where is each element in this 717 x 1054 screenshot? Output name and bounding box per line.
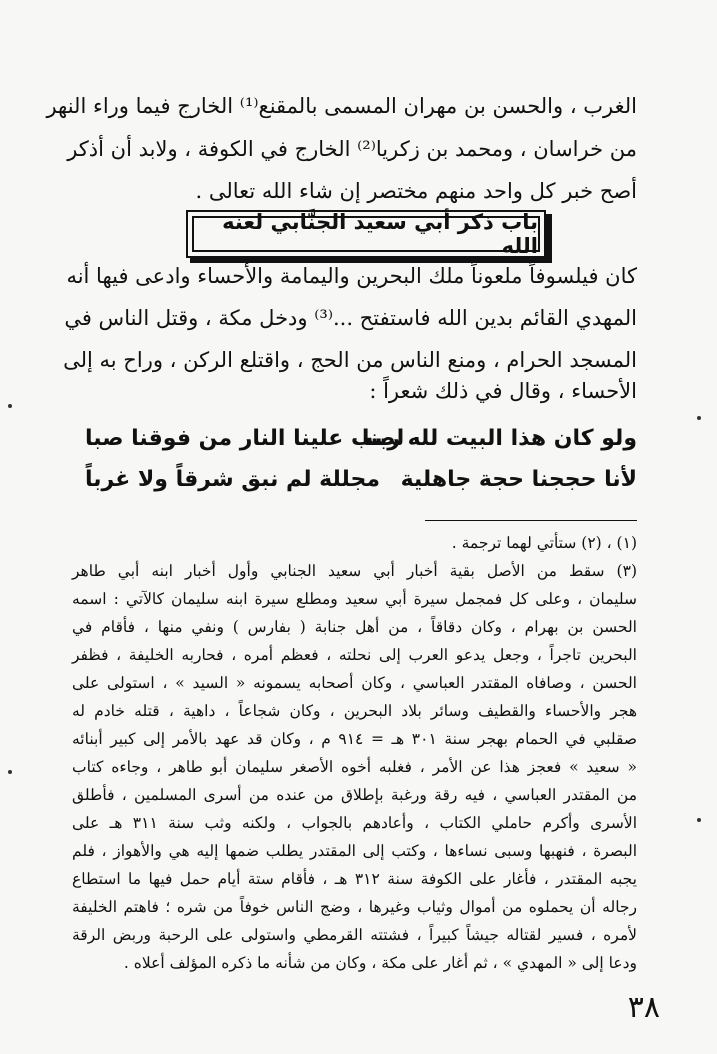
- footnote-line: البحرين تاجراً ، وجعل يدعو العرب إلى نحلته ، فعظم أمره ، فحاربه الخليفة ، فظفر: [72, 646, 637, 664]
- footnote-line: من المقتدر العباسي ، فيه رقة ورغبة بإطلاق من عنده من أسرى المسلمين ، فأطلق: [72, 786, 637, 804]
- section-line: المهدي القائم بدين الله فاستفتح ...⁽³⁾ ودخل مكة ، وقتل الناس في: [64, 306, 637, 330]
- intro-line: الغرب ، والحسن بن مهران المسمى بالمقنع⁽¹⁾ الخارج فيما وراء النهر: [46, 94, 637, 118]
- margin-speck: [697, 818, 701, 822]
- footnote-line: الحسن بن بهرام ، وكان دقاقاً ، من أهل جنابة ( بفارس ) ونفي منها ، فأقام في: [72, 618, 637, 636]
- footnote-line: سليمان ، وعلى كل فمجمل سيرة أبي سعيد ومطلع سيرة ابنه سليمان كالآتي : اسمه: [72, 590, 637, 608]
- intro-line: من خراسان ، ومحمد بن زكريا⁽²⁾ الخارج في الكوفة ، ولابد أن أذكر: [67, 137, 637, 161]
- poem-line-1-first-hemistich: ولو كان هذا البيت لله ربنا: [361, 426, 637, 451]
- intro-line: أصح خبر كل واحد منهم مختصر إن شاء الله تعالى .: [195, 179, 637, 203]
- footnote-line: رجاله أن يحملوه من أموال وثياب وغيرها ، وضج الناس خوفاً من شره ؛ فاهتم الخليفة: [72, 898, 637, 916]
- poem-line-1-second-hemistich: لصب علينا النار من فوقنا صبا: [85, 426, 405, 451]
- footnote-line: البصرة ، فنهبها وسبى نساءها ، وكتب إلى المقتدر يطلب ضمها إليه هي والأهواز ، فلم: [72, 842, 637, 860]
- section-line: الأحساء ، وقال في ذلك شعراً :: [369, 379, 637, 403]
- page-number: ٣٨: [627, 990, 660, 1025]
- margin-speck: [697, 416, 701, 420]
- section-title: باب ذكر أبي سعيد الجنَّابي لعنه الله: [192, 216, 540, 252]
- footnote-line: (١) ، (٢) ستأتي لهما ترجمة .: [451, 534, 637, 552]
- section-line: كان فيلسوفاً ملعوناً ملك البحرين واليمامة والأحساء وادعى فيها أنه: [66, 264, 637, 288]
- footnote-line: ودعا إلى « المهدي » ، ثم أغار على مكة ، وكان من شأنه ما ذكره المؤلف أعلاه .: [123, 954, 637, 972]
- margin-speck: [8, 770, 12, 774]
- title-box-shadow: [546, 214, 552, 262]
- footnote-line: « سعيد » فعجز هذا عن الأمر ، فغلبه أخوه الأصغر سليمان أبو طاهر ، وجاءه كتاب: [72, 758, 637, 776]
- footnote-line: الأسرى وأكرم حاملي الكتاب ، وأعادهم بالجواب ، ولكنه وثب سنة ٣١١ هـ على: [72, 814, 637, 832]
- footnote-line: لأمره ، فسير لقتاله جيشاً كبيراً ، فشتته القرمطي واستولى على الرحبة وربض الرقة: [72, 926, 637, 944]
- footnote-line: الحسن ، وصافاه المقتدر العباسي ، وكان أصحابه يسمونه « السيد » ، استولى على: [72, 674, 637, 692]
- footnote-line: يجبه المقتدر ، فأغار على الكوفة سنة ٣١٢ هـ ، فأقام ستة أيام حمل فيها ما استطاع: [72, 870, 637, 888]
- section-title-box: [186, 210, 546, 258]
- poem-line-2-second-hemistich: مجللة لم نبق شرقاً ولا غرباً: [85, 467, 380, 492]
- section-line: المسجد الحرام ، ومنع الناس من الحج ، واقتلع الركن ، وراح به إلى: [63, 348, 637, 372]
- poem-line-2-first-hemistich: لأنا حججنا حجة جاهلية: [400, 467, 637, 492]
- margin-speck: [8, 404, 12, 408]
- footnote-line: هجر والأحساء والقطيف وسائر بلاد البحرين ، وكان شجاعاً ، داهية ، قتله خادم له: [72, 702, 637, 720]
- footnote-line: (٣) سقط من الأصل بقية أخبار أبي سعيد الجنابي وأول أخبار ابنه أبي طاهر: [72, 562, 637, 580]
- footnote-separator: [425, 520, 637, 521]
- footnote-line: صقلبي في الحمام بهجر سنة ٣٠١ هـ = ٩١٤ م ، وكان قد عهد بالأمر إلى كبير أبنائه: [72, 730, 637, 748]
